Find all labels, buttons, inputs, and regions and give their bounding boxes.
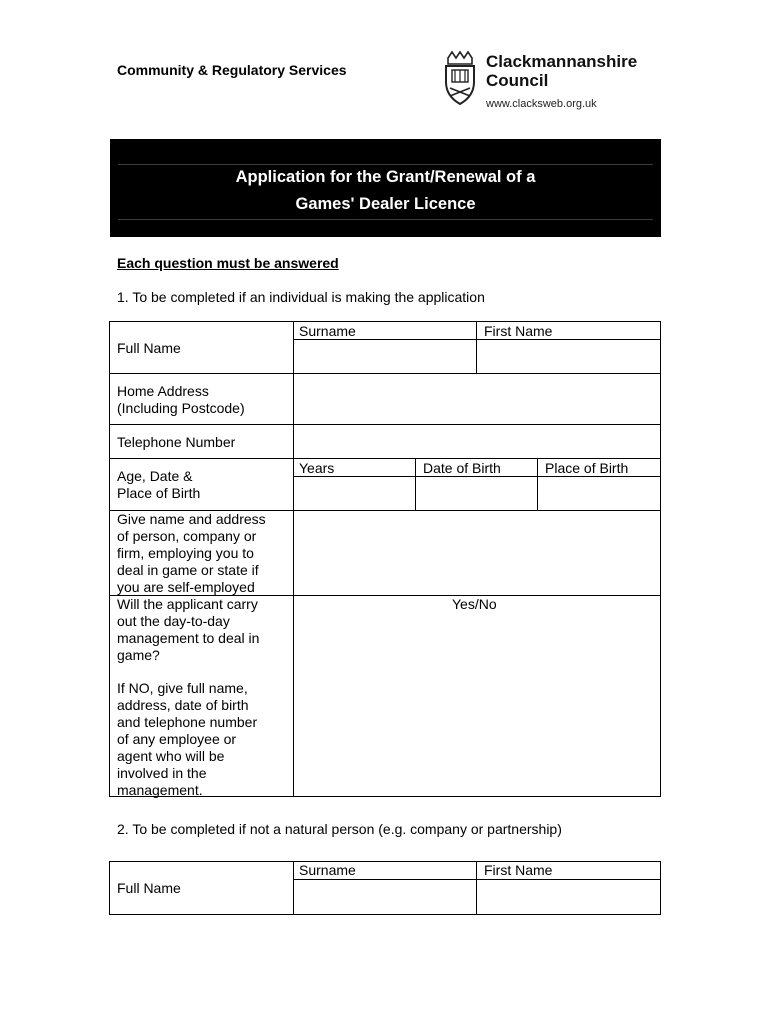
employer-label (117, 511, 266, 596)
instruction-heading: Each question must be answered (117, 255, 339, 271)
home-address-label-line1: Home Address (117, 383, 209, 399)
home-address-label-line2: (Including Postcode) (117, 400, 245, 416)
full-name-label: Full Name (117, 340, 181, 356)
dob-field[interactable] (417, 478, 536, 509)
section2-heading: 2. To be completed if not a natural person (e.g. company or partnership) (117, 821, 562, 837)
if-no-label (117, 680, 257, 799)
if-no-label-line: of any employee or (117, 731, 237, 747)
years-label: Years (299, 460, 335, 476)
department-name: Community & Regulatory Services (117, 62, 347, 78)
company-first-name-label: First Name (484, 862, 553, 878)
telephone-field[interactable] (295, 426, 659, 457)
council-name-line1: Clackmannanshire (486, 52, 638, 71)
pob-field[interactable] (539, 478, 659, 509)
council-logo (440, 46, 650, 116)
if-no-label-line: involved in the (117, 765, 207, 781)
age-label-line2: Place of Birth (117, 485, 201, 501)
surname-field[interactable] (299, 341, 475, 372)
home-address-label (117, 383, 245, 417)
first-name-label: First Name (484, 323, 553, 339)
management-label (117, 596, 259, 664)
company-surname-label: Surname (299, 862, 356, 878)
if-no-label-line: and telephone number (117, 714, 258, 730)
management-details-field[interactable] (295, 616, 659, 794)
employer-label-line: of person, company or (117, 528, 257, 544)
if-no-label-line: management. (117, 782, 203, 798)
title-banner (110, 139, 661, 237)
dob-label: Date of Birth (423, 460, 501, 476)
employer-label-line: deal in game or state if (117, 562, 259, 578)
management-label-line: Will the applicant carry (117, 596, 258, 612)
council-website[interactable]: www.clacksweb.org.uk (486, 98, 597, 110)
if-no-label-line: agent who will be (117, 748, 225, 764)
employer-field[interactable] (295, 512, 659, 594)
company-surname-field[interactable] (295, 881, 475, 913)
first-name-field[interactable] (478, 341, 659, 372)
yes-no-option[interactable]: Yes/No (452, 596, 497, 612)
council-name-line2: Council (486, 71, 549, 90)
age-label (117, 468, 200, 502)
employer-label-line: firm, employing you to (117, 545, 254, 561)
management-label-line: management to deal in (117, 630, 260, 646)
age-label-line1: Age, Date & (117, 468, 193, 484)
title-line2: Games' Dealer Licence (295, 195, 476, 213)
company-full-name-label: Full Name (117, 880, 181, 896)
council-name (486, 52, 637, 90)
employer-label-line: Give name and address (117, 511, 266, 527)
home-address-field[interactable] (295, 375, 659, 423)
management-label-line: game? (117, 647, 160, 663)
company-first-name-field[interactable] (478, 881, 659, 913)
pob-label: Place of Birth (545, 460, 629, 476)
years-field[interactable] (295, 478, 414, 509)
if-no-label-line: address, date of birth (117, 697, 249, 713)
if-no-label-line: If NO, give full name, (117, 680, 248, 696)
title-line1: Application for the Grant/Renewal of a (235, 168, 536, 186)
management-label-line: out the day-to-day (117, 613, 230, 629)
council-crest-icon (442, 50, 478, 106)
telephone-label: Telephone Number (117, 434, 236, 450)
section1-heading: 1. To be completed if an individual is making the application (117, 289, 485, 305)
employer-label-line: you are self-employed (117, 579, 255, 595)
surname-label: Surname (299, 323, 356, 339)
